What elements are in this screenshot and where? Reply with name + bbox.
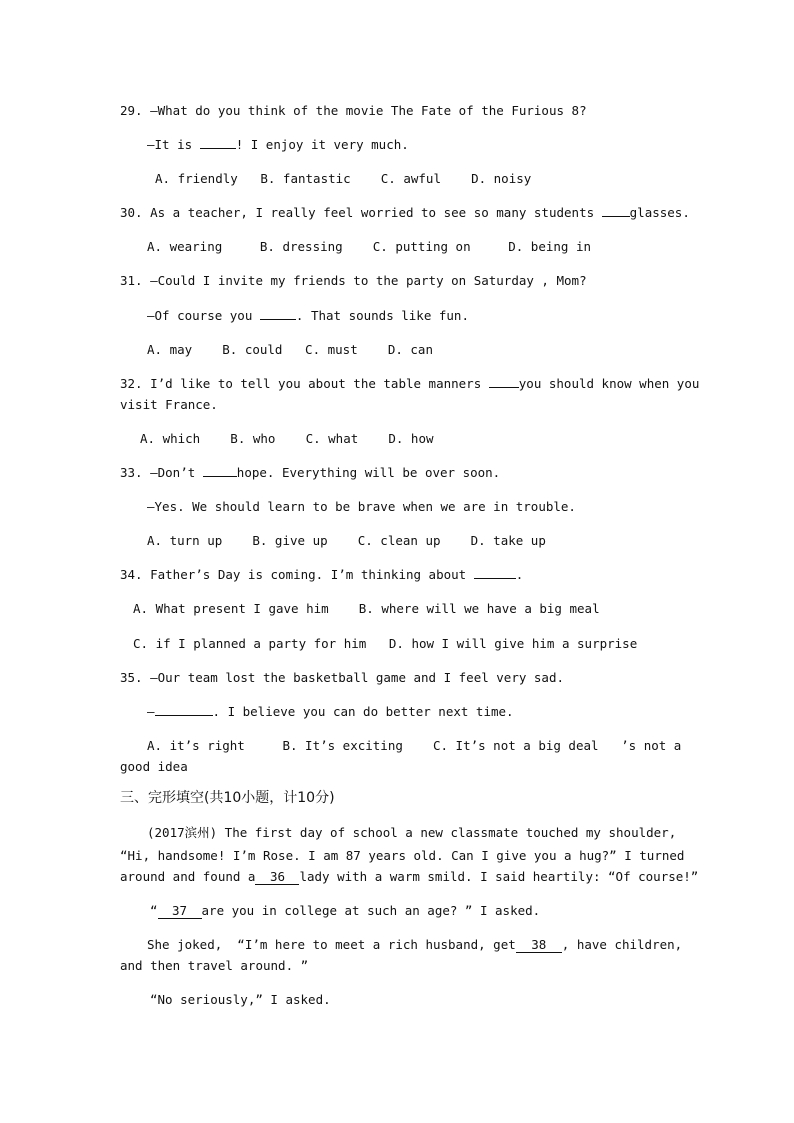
- answer-blank: [602, 216, 630, 217]
- passage-line: “No seriously,” I asked.: [150, 992, 331, 1007]
- cloze-blank-37: 37: [158, 904, 202, 919]
- question-35-stem: 35. —Our team lost the basketball game and I feel very sad.: [120, 670, 565, 685]
- answer-blank: [260, 319, 296, 320]
- answer-blank: [203, 476, 237, 477]
- question-34-stem: 34. Father’s Day is coming. I’m thinking about .: [120, 567, 524, 582]
- question-33-reply: —Yes. We should learn to be brave when we are in trouble.: [147, 499, 576, 514]
- question-31-options: A. may B. could C. must D. can: [147, 342, 433, 357]
- passage-line: “Hi, handsome! I’m Rose. I am 87 years old. Can I give you a hug?” I turned: [120, 848, 685, 863]
- passage-line: She joked, “I’m here to meet a rich husband, get 38 , have children,: [147, 937, 683, 952]
- question-35-reply: — . I believe you can do better next time.: [147, 704, 514, 719]
- question-29-options: A. friendly B. fantastic C. awful D. noisy: [155, 171, 532, 186]
- question-30-options: A. wearing B. dressing C. putting on D. being in: [147, 239, 592, 254]
- question-32-options: A. which B. who C. what D. how: [140, 431, 434, 446]
- answer-blank: [474, 578, 516, 579]
- question-31-stem: 31. —Could I invite my friends to the party on Saturday , Mom?: [120, 273, 587, 288]
- question-32-stem: 32. I’d like to tell you about the table manners you should know when you: [120, 376, 700, 391]
- answer-blank: [200, 148, 236, 149]
- passage-line: and then travel around. ”: [120, 958, 309, 973]
- question-33-stem: 33. —Don’t hope. Everything will be over soon.: [120, 465, 501, 480]
- question-35-options-2: good idea: [120, 759, 188, 774]
- question-34-options-2: C. if I planned a party for him D. how I will give him a surprise: [133, 636, 638, 651]
- question-30-stem: 30. As a teacher, I really feel worried to see so many students glasses.: [120, 205, 690, 220]
- passage-line: (2017滨州) The first day of school a new classmate touched my shoulder,: [147, 825, 677, 840]
- question-31-reply: —Of course you . That sounds like fun.: [147, 308, 469, 323]
- section-heading: 三、完形填空(共10小题，计10分): [120, 790, 335, 806]
- cloze-blank-36: 36: [255, 870, 299, 885]
- question-33-options: A. turn up B. give up C. clean up D. take up: [147, 533, 546, 548]
- question-29-reply: —It is ! I enjoy it very much.: [147, 137, 409, 152]
- question-29-stem: 29. —What do you think of the movie The Fate of the Furious 8?: [120, 103, 587, 118]
- question-35-options-1: A. it’s right B. It’s exciting C. It’s not a big deal ’s not a: [147, 738, 682, 753]
- passage-line: around and found a 36 lady with a warm smild. I said heartily: “Of course!”: [120, 869, 699, 884]
- question-34-options-1: A. What present I gave him B. where will we have a big meal: [133, 601, 600, 616]
- answer-blank: [155, 715, 213, 716]
- cloze-blank-38: 38: [516, 938, 562, 953]
- question-32-stem-cont: visit France.: [120, 397, 218, 412]
- passage-line: “ 37 are you in college at such an age? ” I asked.: [150, 903, 541, 918]
- answer-blank: [489, 387, 519, 388]
